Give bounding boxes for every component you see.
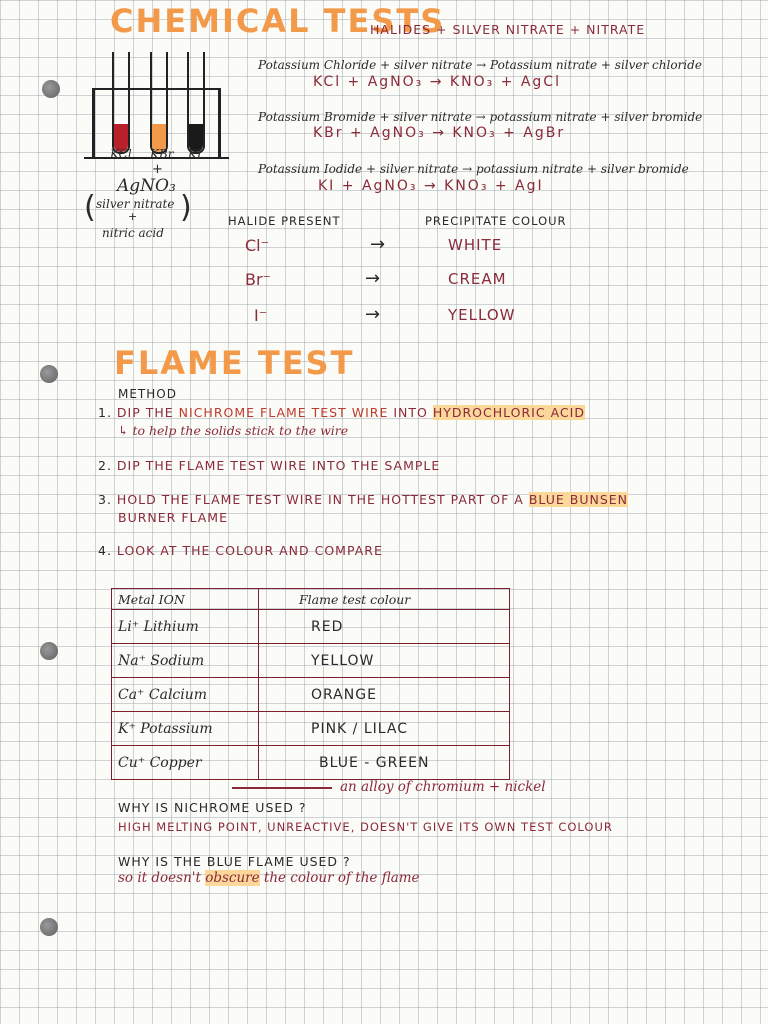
table-header-colour: Flame test colour — [259, 589, 510, 610]
step-3-blue-bunsen: BLUE BUNSEN — [528, 492, 629, 507]
step-1-pre: DIP THE — [116, 405, 179, 420]
flame-test-title: FLAME TEST — [114, 344, 355, 382]
equation-1-formula: KCl + AgNO₃ → KNO₃ + AgCl — [313, 74, 561, 90]
halide-colour-white: WHITE — [448, 236, 503, 254]
reagent-formula: AgNO₃ — [117, 176, 176, 196]
test-tube-kbr — [150, 52, 168, 154]
table-cell-ion: K⁺ Potassium — [112, 712, 259, 746]
method-step-3-cont: BURNER FLAME — [118, 510, 228, 525]
reagent-name: silver nitrate — [96, 197, 175, 211]
tube-label-kbr: KBr — [150, 147, 174, 161]
halide-ion-i: I⁻ — [254, 306, 268, 325]
answer-blue-flame-post: the colour of the flame — [259, 870, 420, 886]
punch-hole-3 — [40, 642, 58, 660]
table-cell-colour: BLUE - GREEN — [259, 746, 510, 780]
tube-rack-right — [218, 88, 221, 158]
method-step-2 — [98, 458, 440, 473]
step-4-text: LOOK AT THE COLOUR AND COMPARE — [116, 543, 383, 558]
tube-rack-left — [92, 88, 95, 158]
table-row — [112, 712, 510, 746]
halide-ion-br: Br⁻ — [245, 270, 271, 289]
test-tube-ki — [187, 52, 205, 154]
table-row — [112, 678, 510, 712]
punch-hole-4 — [40, 918, 58, 936]
table-cell-colour: ORANGE — [259, 678, 510, 712]
step-4-number: 4. — [98, 543, 112, 558]
page-title: CHEMICAL TESTS — [110, 2, 446, 40]
halide-arrow-1: → — [370, 234, 386, 255]
step-2-text: DIP THE FLAME TEST WIRE INTO THE SAMPLE — [116, 458, 441, 473]
equation-3-formula: KI + AgNO₃ → KNO₃ + AgI — [318, 178, 544, 194]
equation-2-words: Potassium Bromide + silver nitrate → potassium nitrate + silver bromide — [258, 110, 703, 124]
equation-3-words: Potassium Iodide + silver nitrate → potassium nitrate + silver bromide — [258, 162, 689, 176]
alloy-note: an alloy of chromium + nickel — [340, 779, 546, 795]
equation-1-words: Potassium Chloride + silver nitrate → Potassium nitrate + silver chloride — [258, 58, 702, 72]
halide-colour-cream: CREAM — [448, 270, 507, 288]
answer-blue-flame — [118, 870, 420, 886]
plus-sign: + — [152, 162, 163, 177]
step-3-number: 3. — [98, 492, 112, 507]
halide-ion-cl: Cl⁻ — [245, 236, 270, 255]
table-cell-ion: Ca⁺ Calcium — [112, 678, 259, 712]
question-nichrome: WHY IS NICHROME USED ? — [118, 800, 307, 815]
halide-header-right: PRECIPITATE COLOUR — [425, 214, 567, 228]
table-cell-colour: YELLOW — [259, 644, 510, 678]
question-blue-flame: WHY IS THE BLUE FLAME USED ? — [118, 854, 351, 869]
table-cell-ion: Li⁺ Lithium — [112, 610, 259, 644]
acid-name: nitric acid — [102, 226, 164, 240]
page-subtitle: HALIDES + SILVER NITRATE + NITRATE — [370, 22, 646, 37]
answer-blue-flame-pre: so it doesn't — [118, 870, 206, 886]
table-row — [112, 746, 510, 780]
method-step-1 — [98, 405, 585, 420]
table-cell-ion: Cu⁺ Copper — [112, 746, 259, 780]
step-2-number: 2. — [98, 458, 112, 473]
step-1-number: 1. — [98, 405, 112, 420]
step-1-acid: HYDROCHLORIC ACID — [432, 405, 585, 420]
step-1-wire: NICHROME FLAME TEST WIRE — [178, 405, 389, 420]
table-cell-colour: RED — [259, 610, 510, 644]
step-1-into: INTO — [388, 405, 433, 420]
halide-colour-yellow: YELLOW — [448, 306, 516, 324]
alloy-arrow — [232, 787, 332, 789]
table-row — [112, 644, 510, 678]
step-3-pre: HOLD THE FLAME TEST WIRE IN THE HOTTEST PART OF A — [116, 492, 529, 507]
method-step-4 — [98, 543, 383, 558]
table-header-row — [112, 589, 510, 610]
table-header-ion: Metal ION — [112, 589, 259, 610]
halide-arrow-2: → — [365, 268, 381, 289]
method-heading: METHOD — [118, 387, 177, 401]
table-cell-ion: Na⁺ Sodium — [112, 644, 259, 678]
plus-sign-2: + — [128, 210, 138, 223]
flame-test-table — [111, 588, 510, 780]
tube-label-ki: KI — [188, 147, 202, 161]
table-row — [112, 610, 510, 644]
equation-2-formula: KBr + AgNO₃ → KNO₃ + AgBr — [313, 125, 566, 141]
tube-label-kcl: KCl — [110, 147, 132, 161]
answer-nichrome: HIGH MELTING POINT, UNREACTIVE, DOESN'T GIVE ITS OWN TEST COLOUR — [118, 820, 613, 834]
table-cell-colour: PINK / LILAC — [259, 712, 510, 746]
method-step-1-note: ↳ to help the solids stick to the wire — [118, 423, 349, 438]
test-tube-kcl — [112, 52, 130, 154]
method-step-3 — [98, 492, 628, 507]
halide-arrow-3: → — [365, 304, 381, 325]
halide-header-left: HALIDE PRESENT — [228, 214, 341, 228]
bracket-left: ( — [84, 190, 96, 225]
answer-blue-flame-highlight: obscure — [205, 870, 260, 886]
punch-hole-1 — [42, 80, 60, 98]
bracket-right: ) — [180, 190, 192, 225]
punch-hole-2 — [40, 365, 58, 383]
